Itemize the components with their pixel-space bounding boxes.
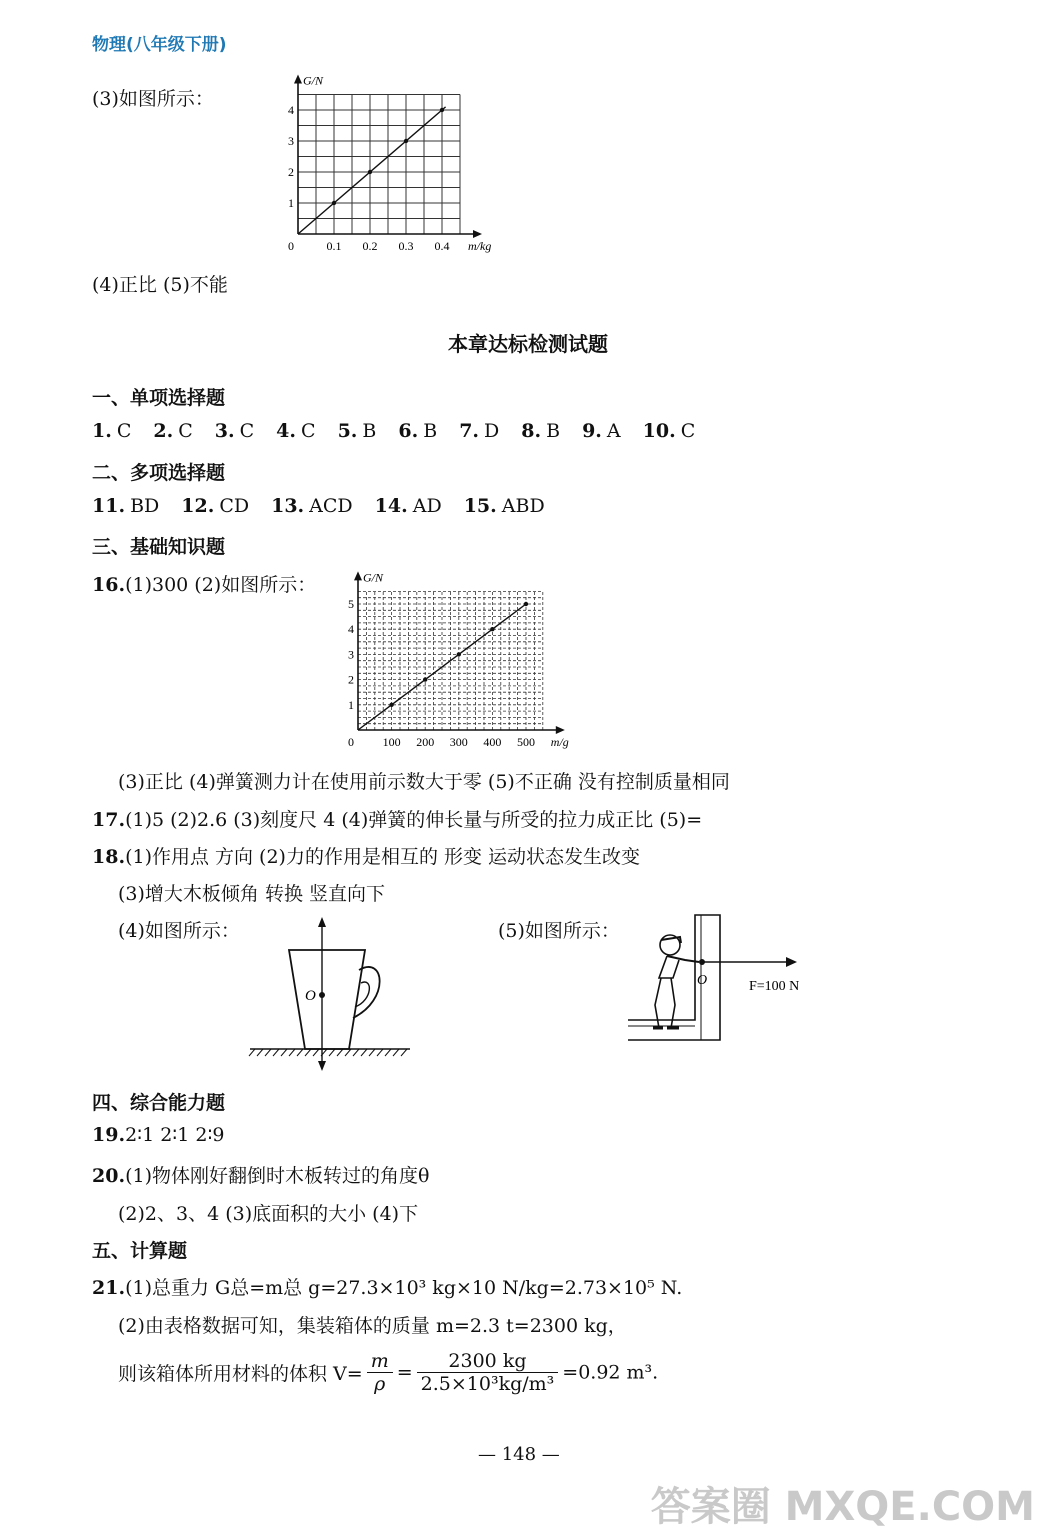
- x-tick-label: 0: [348, 735, 354, 749]
- mc-number: 14.: [374, 495, 408, 517]
- q19-text: 2∶1 2∶1 2∶9: [125, 1124, 225, 1146]
- q20-number: 20.: [92, 1165, 126, 1187]
- mc-answer: C: [116, 420, 132, 442]
- x-tick-label: 0: [288, 239, 294, 253]
- frac2-den: 2.5×10³kg/m³: [420, 1373, 555, 1395]
- q17-line: [92, 805, 702, 832]
- q18-line: [92, 842, 640, 869]
- q21-part3-pre: 则该箱体所用材料的体积 V=: [118, 1363, 363, 1385]
- x-tick-label: 200: [416, 735, 435, 749]
- y-tick-label: 4: [288, 103, 294, 117]
- mc1-answers: [92, 420, 717, 442]
- part45-answer: (4)正比 (5)不能: [92, 274, 228, 296]
- y-axis-arrow: [354, 571, 362, 580]
- mc-answer: CD: [219, 495, 250, 517]
- chart-g-vs-m-kg: [280, 73, 500, 262]
- mc-item: [276, 420, 315, 442]
- x-tick-label: 0.1: [326, 239, 342, 253]
- mc-item: [464, 495, 545, 517]
- mc-item: [92, 420, 131, 442]
- x-axis-label: m/kg: [468, 239, 492, 253]
- x-tick-label: 0.2: [362, 239, 378, 253]
- mc-answer: B: [423, 420, 438, 442]
- mc-item: [271, 495, 353, 517]
- section1-heading: 一、单项选择题: [92, 387, 226, 409]
- y-tick-label: 4: [348, 622, 354, 637]
- mc-item: [398, 420, 437, 442]
- mc-answer: AD: [412, 495, 442, 517]
- mc-answer: C: [680, 420, 696, 442]
- mc-answer: B: [362, 420, 377, 442]
- mc-item: [181, 495, 249, 517]
- section3-heading: 三、基础知识题: [92, 536, 226, 558]
- y-tick-label: 5: [348, 597, 354, 611]
- mc-number: 9.: [582, 420, 602, 442]
- mc-number: 13.: [271, 495, 305, 517]
- mc-item: [92, 495, 159, 517]
- q16-continued: (3)正比 (4)弹簧测力计在使用前示数大于零 (5)不正确 没有控制质量相同: [118, 771, 730, 793]
- x-tick-label: 400: [483, 735, 502, 749]
- frac1-num: m: [367, 1350, 393, 1373]
- force-label: F=100 N: [749, 979, 800, 994]
- y-tick-label: 1: [348, 697, 354, 712]
- y-tick-label: 2: [348, 672, 354, 687]
- mc-answer: C: [239, 420, 255, 442]
- x-axis-arrow: [556, 726, 565, 734]
- fraction-values: [417, 1350, 559, 1395]
- mc-answer: B: [546, 420, 561, 442]
- x-tick-label: 300: [449, 735, 468, 749]
- mc-number: 5.: [337, 420, 358, 442]
- q19-number: 19.: [92, 1124, 126, 1146]
- mc-number: 4.: [276, 420, 297, 442]
- cup-o-label: O: [305, 988, 316, 1004]
- mc-number: 11.: [92, 495, 126, 517]
- cup-gravity-figure: [245, 915, 415, 1075]
- page-number: — 148 —: [478, 1444, 560, 1465]
- mc-answer: C: [178, 420, 193, 442]
- mc-number: 2.: [153, 420, 174, 442]
- mc-item: [375, 495, 442, 517]
- q16-number: 16.: [92, 574, 126, 596]
- chart-g-vs-m-g: [330, 565, 580, 755]
- frac1-den: ρ: [374, 1373, 386, 1395]
- q16-line: [92, 570, 316, 597]
- q19-line: [92, 1124, 225, 1146]
- q20-continued: (2)2、3、4 (3)底面积的大小 (4)下: [118, 1203, 419, 1225]
- y-axis-label: G/N: [363, 570, 384, 585]
- mc-number: 7.: [459, 420, 480, 442]
- x-tick-label: 0.3: [398, 239, 414, 253]
- mc-item: [643, 420, 696, 442]
- q21-line: [92, 1273, 682, 1300]
- person-o-label: O: [697, 973, 708, 988]
- q21-text: (1)总重力 G总=m总 g=27.3×10³ kg×10 N/kg=2.73×10⁵ N.: [125, 1277, 683, 1299]
- mc-answer: A: [606, 420, 621, 442]
- section-title: 本章达标检测试题: [448, 332, 608, 356]
- mc-item: [215, 420, 254, 442]
- mc-item: [521, 420, 560, 442]
- mc-number: 8.: [521, 420, 542, 442]
- y-tick-label: 3: [288, 134, 294, 148]
- q20-line: [92, 1161, 429, 1188]
- y-tick-label: 1: [288, 196, 294, 210]
- part3-label: (3)如图所示：: [92, 88, 214, 110]
- x-tick-label: 0.4: [434, 239, 450, 253]
- q17-number: 17.: [92, 809, 126, 831]
- mc-answer: ACD: [309, 495, 353, 517]
- y-tick-label: 3: [348, 647, 354, 662]
- mc-answer: D: [484, 420, 500, 442]
- y-axis-label: G/N: [303, 73, 324, 88]
- person-push-wall-figure: [625, 910, 825, 1050]
- mc-item: [459, 420, 499, 442]
- q16-text: (1)300 (2)如图所示：: [125, 574, 317, 596]
- mc-answer: BD: [130, 495, 160, 517]
- x-axis-arrow: [473, 230, 482, 238]
- fraction-m-rho: [367, 1350, 393, 1395]
- q18-part4-label: (4)如图所示：: [118, 920, 240, 942]
- section5-heading: 五、计算题: [92, 1240, 188, 1262]
- y-axis-arrow: [294, 75, 302, 84]
- q21-part2: (2)由表格数据可知，集装箱体的质量 m=2.3 t=2300 kg，: [118, 1315, 627, 1337]
- y-tick-label: 2: [288, 165, 294, 179]
- section2-heading: 二、多项选择题: [92, 462, 226, 484]
- q18-number: 18.: [92, 846, 126, 868]
- mc-item: [582, 420, 621, 442]
- q18-continued: (3)增大木板倾角 转换 竖直向下: [118, 883, 385, 905]
- mc-answer: C: [301, 420, 316, 442]
- mc-item: [338, 420, 377, 442]
- mc-number: 3.: [214, 420, 235, 442]
- q21-number: 21.: [92, 1277, 126, 1299]
- q21-eq: =: [396, 1361, 413, 1384]
- mc-item: [153, 420, 192, 442]
- frac2-num: 2300 kg: [417, 1350, 559, 1373]
- page-header: 物理(八年级下册): [92, 35, 227, 55]
- x-tick-label: 100: [382, 735, 401, 749]
- watermark-logo: 答案圈 MXQE.COM: [650, 1484, 1035, 1530]
- mc-number: 1.: [92, 420, 112, 442]
- section4-heading: 四、综合能力题: [92, 1092, 226, 1114]
- mc-number: 15.: [463, 495, 497, 517]
- mc-number: 6.: [398, 420, 419, 442]
- x-tick-label: 500: [517, 735, 535, 749]
- mc-number: 10.: [642, 420, 676, 442]
- x-axis-label: m/g: [550, 735, 569, 749]
- q18-part5-label: (5)如图所示：: [498, 920, 620, 942]
- q18-text: (1)作用点 方向 (2)力的作用是相互的 形变 运动状态发生改变: [125, 846, 641, 868]
- mc-number: 12.: [181, 495, 215, 517]
- q21-result: =0.92 m³.: [562, 1361, 659, 1384]
- q21-part3: [118, 1350, 658, 1395]
- q20-text: (1)物体刚好翻倒时木板转过的角度θ: [125, 1165, 430, 1187]
- q17-text: (1)5 (2)2.6 (3)刻度尺 4 (4)弹簧的伸长量与所受的拉力成正比 (5)=: [125, 809, 703, 831]
- mc-answer: ABD: [501, 495, 545, 517]
- mc2-answers: [92, 495, 567, 517]
